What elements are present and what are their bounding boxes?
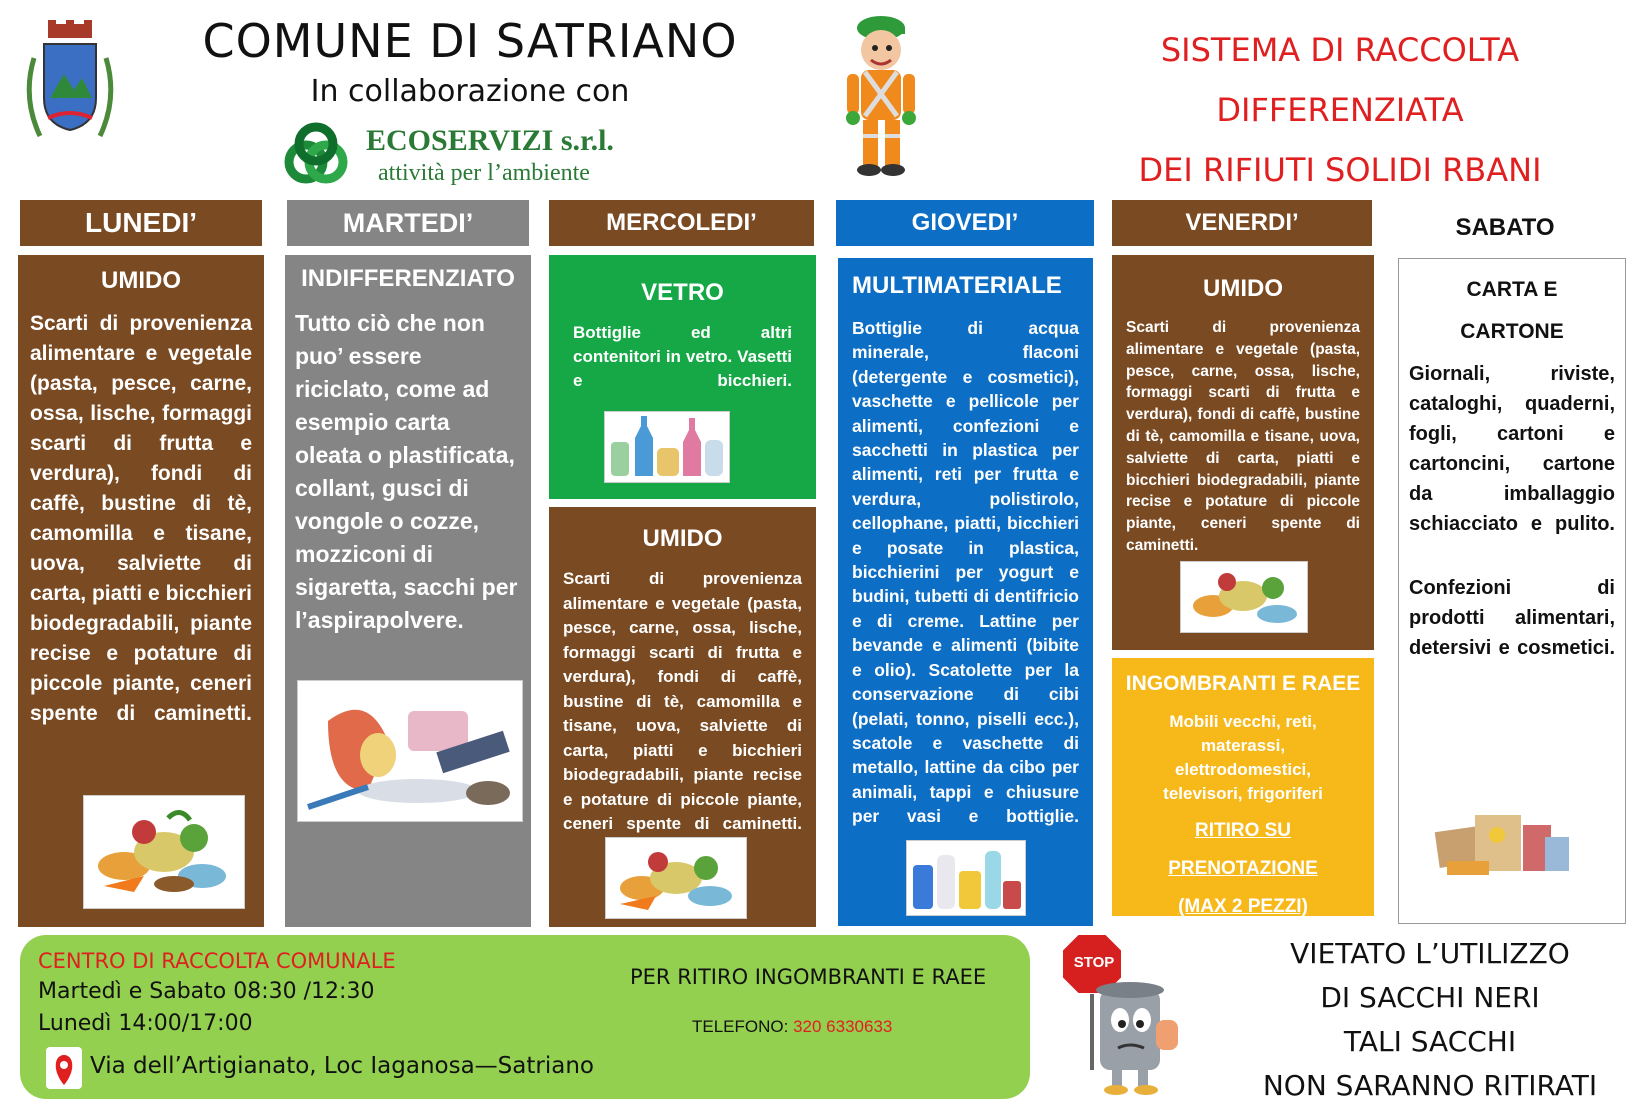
tuesday-column: [285, 255, 531, 927]
day-header-wednesday: MERCOLEDI’: [549, 200, 814, 246]
paper-boxes-icon: [1427, 785, 1577, 881]
day-header-saturday: SABATO: [1455, 214, 1555, 241]
black-bags-warning: [1230, 932, 1630, 1108]
coat-of-arms-icon: [20, 18, 120, 143]
friday-text: Scarti di provenienza alimentare e vegetale (pasta, pesce, carne, ossa, lische, formaggi scarti di frutta e verdura), fondi di caffè, bustine di tè, camomilla e tisane, uova, salviette di carta, piatti e bicchieri biodegradabili, piante recise e potature di piccole piante, ceneri spente di caminetti.: [1126, 319, 1360, 554]
plastic-containers-icon: [906, 840, 1026, 916]
day-header-friday: VENERDI’: [1112, 200, 1372, 246]
organic-waste-icon: [605, 837, 747, 919]
map-pin-icon: [46, 1047, 82, 1089]
collection-center-box: [20, 935, 1030, 1099]
phone-label: TELEFONO:: [692, 1017, 789, 1036]
ritiro-label: PER RITIRO INGOMBRANTI E RAEE: [630, 965, 987, 989]
eco-tagline: attività per l’ambiente: [378, 160, 590, 186]
system-title-line-1: SISTEMA DI RACCOLTA: [1160, 31, 1520, 69]
warning-line-3: TALI SACCHI: [1343, 1025, 1517, 1058]
phone-number[interactable]: 320 6330633: [793, 1017, 893, 1036]
wednesday-glass-text: Bottiglie ed altri contenitori in vetro. Vasetti e bicchieri.: [573, 323, 792, 390]
stop-sign-icon: [1060, 930, 1190, 1100]
stop-text: STOP: [1073, 954, 1115, 971]
warning-line-1: VIETATO L’UTILIZZO: [1290, 937, 1570, 970]
day-header-thursday: GIOVEDI’: [836, 200, 1094, 246]
tuesday-title: INDIFFERENZIATO: [301, 265, 515, 292]
bulky-title: INGOMBRANTI E RAEE: [1125, 672, 1361, 695]
wednesday-glass-box: [549, 255, 816, 499]
tuesday-text: Tutto ciò che non puo’ essere riciclato, come ad esempio carta oleata o plastificata, collant, gusci di vongole o cozze, mozziconi di sigaretta, sacchi per l’aspirapolvere.: [295, 310, 518, 633]
system-title: [1060, 20, 1620, 200]
warning-line-4: NON SARANNO RITIRATI: [1262, 1069, 1598, 1102]
warning-line-2: DI SACCHI NERI: [1320, 981, 1540, 1014]
bulky-link-line-3: (MAX 2 PEZZI): [1178, 896, 1308, 917]
saturday-title-line-1: CARTA E: [1466, 278, 1558, 301]
wednesday-wet-text: Scarti di provenienza alimentare e vegetale (pasta, pesce, carne, ossa, lische, formaggi scarti di frutta e verdura), fondi di caffè, bustine di tè, camomilla e tisane, uova, salviette di carta, piatti e bicchieri biodegradabili, piante recise e potature di piccole piante, ceneri spente di caminetti.: [563, 569, 802, 833]
friday-title: UMIDO: [1203, 275, 1283, 302]
mascot-worker-icon: [835, 10, 925, 180]
thursday-column: [838, 258, 1093, 926]
wednesday-glass-title: VETRO: [641, 279, 724, 306]
phone-line: [692, 1017, 892, 1037]
bulky-link-line-2: PRENOTAZIONE: [1168, 858, 1318, 879]
friday-wet-box: [1112, 255, 1374, 650]
thursday-text: Bottiglie di acqua minerale, flaconi (detergente e cosmetici), vaschette e pellicole per alimenti, confezioni e sacchetti in plastica per alimenti, reti per frutta e verdura, polistirolo, cellophane, piatti, bicchieri e posate in plastica, bicchierini per yogurt e budini, tubetti di dentifricio e di creme. Lattine per bevande e alimenti (bibite e olio). Scatolette per la conservazione di cibi (pelati, tonno, piselli ecc.), scatole e vaschette di metallo, lattine da cibo per animali, tappi e chiusure per vasi e bottiglie.: [852, 318, 1079, 827]
day-header-monday: LUNEDI’: [20, 200, 262, 246]
monday-title: UMIDO: [101, 267, 181, 294]
ecoservizi-logo: [300, 120, 640, 196]
monday-text: Scarti di provenienza alimentare e vegetale (pasta, pesce, carne, ossa, lische, formaggi scarti di frutta e verdura), fondi di caffè, bustine di tè, camomilla e tisane, uova, salviette di carta, piatti e bicchieri biodegradabili, piante recise e potature di piccole piante, ceneri spente di caminetti.: [30, 312, 252, 725]
monday-column: [18, 255, 264, 927]
thursday-title: MULTIMATERIALE: [852, 272, 1062, 299]
system-title-line-3: DEI RIFIUTI SOLIDI RBANI: [1138, 151, 1542, 189]
day-header-tuesday: MARTEDI’: [287, 200, 529, 246]
saturday-text-2: Confezioni di prodotti alimentari, detersivi e cosmetici.: [1409, 577, 1615, 659]
saturday-title-line-2: CARTONE: [1460, 320, 1564, 343]
system-title-line-2: DIFFERENZIATA: [1216, 91, 1464, 129]
friday-bulky-box: [1112, 658, 1374, 916]
wednesday-wet-box: [549, 507, 816, 927]
eco-name: ECOSERVIZI s.r.l.: [366, 124, 614, 157]
centro-hours-1: Martedì e Sabato 08:30 /12:30: [38, 979, 375, 1004]
wednesday-wet-title: UMIDO: [642, 525, 723, 552]
mixed-waste-icon: [297, 680, 523, 822]
glass-bottles-icon: [604, 411, 730, 483]
page-title: COMUNE DI SATRIANO: [202, 14, 738, 68]
centro-address: Via dell’Artigianato, Loc Iaganosa—Satriano: [90, 1053, 594, 1079]
saturday-text-1: Giornali, riviste, cataloghi, quaderni, fogli, cartoni e cartoncini, cartone da imballaggio schiacciato e pulito.: [1409, 363, 1615, 535]
collab-subtitle: In collaborazione con: [310, 74, 630, 109]
organic-waste-icon: [83, 795, 245, 909]
bulky-link-line-1: RITIRO SU: [1194, 820, 1292, 841]
eco-knot-icon: [284, 122, 348, 192]
saturday-column: [1398, 258, 1626, 924]
centro-hours-2: Lunedì 14:00/17:00: [38, 1011, 253, 1036]
bulky-text: Mobili vecchi, reti, materassi, elettrodomestici, televisori, frigoriferi: [1163, 712, 1323, 803]
organic-waste-icon: [1180, 561, 1308, 633]
centro-title: CENTRO DI RACCOLTA COMUNALE: [38, 949, 396, 973]
